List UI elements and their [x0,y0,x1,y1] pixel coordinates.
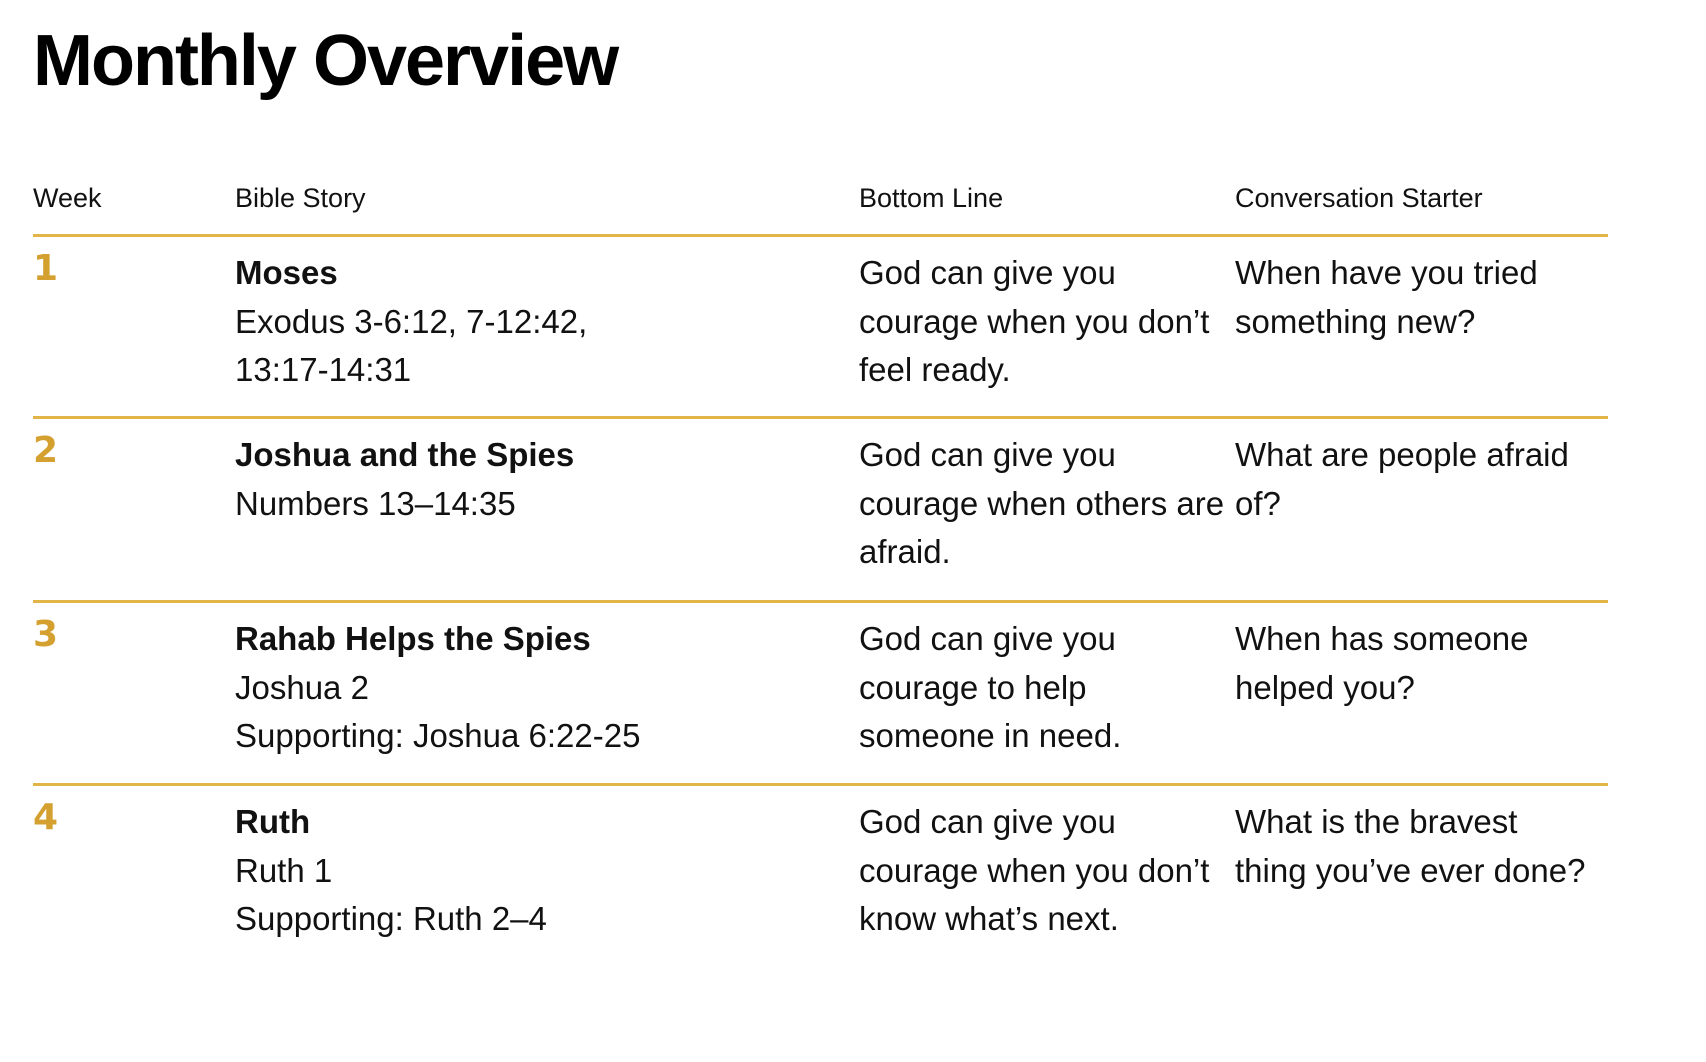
story-reference: Exodus 3-6:12, 7-12:42, [235,302,588,340]
week-number: 4 [33,797,59,838]
week-number: 3 [33,614,59,655]
story-title: Moses [235,254,338,291]
story-reference: Joshua 2 [235,668,369,706]
page-title: Monthly Overview [33,21,618,101]
bottom-line-cell: God can give you courage when you don’t know what’s next. [859,803,1210,937]
bible-story-cell [235,615,859,783]
header-week: Week [33,183,102,213]
table-row [33,419,1608,603]
story-reference: Ruth 1 [235,851,333,889]
conversation-starter-cell: When has someone helped you? [1235,620,1529,706]
story-title: Joshua and the Spies [235,436,575,473]
table-row [33,237,1608,419]
header-conversation-starter: Conversation Starter [1235,183,1483,213]
conversation-starter-cell: When have you tried something new? [1235,254,1538,340]
story-reference: 13:17-14:31 [235,351,412,388]
week-number: 2 [33,430,59,471]
conversation-starter-cell: What is the bravest thing you’ve ever done? [1235,803,1586,889]
header-bottom-line: Bottom Line [859,183,1004,213]
story-reference: Numbers 13–14:35 [235,484,516,522]
bottom-line-cell: God can give you courage when others are afraid. [859,436,1225,570]
bottom-line-cell: God can give you courage when you don’t feel ready. [859,254,1210,388]
story-supporting-reference: Supporting: Ruth 2–4 [235,900,547,937]
story-supporting-reference: Supporting: Joshua 6:22-25 [235,717,641,754]
story-title: Ruth [235,803,311,840]
table-header-row [33,178,1608,237]
table-row [33,786,1608,1006]
bible-story-cell [235,431,859,600]
overview-table [33,178,1608,1006]
conversation-starter-cell: What are people afraid of? [1235,436,1569,522]
week-number: 1 [33,248,59,289]
bottom-line-cell: God can give you courage to help someone in need. [859,620,1122,754]
header-bible-story: Bible Story [235,183,366,213]
bible-story-cell [235,249,859,416]
table-row [33,603,1608,786]
story-title: Rahab Helps the Spies [235,620,591,657]
bible-story-cell [235,798,859,1006]
